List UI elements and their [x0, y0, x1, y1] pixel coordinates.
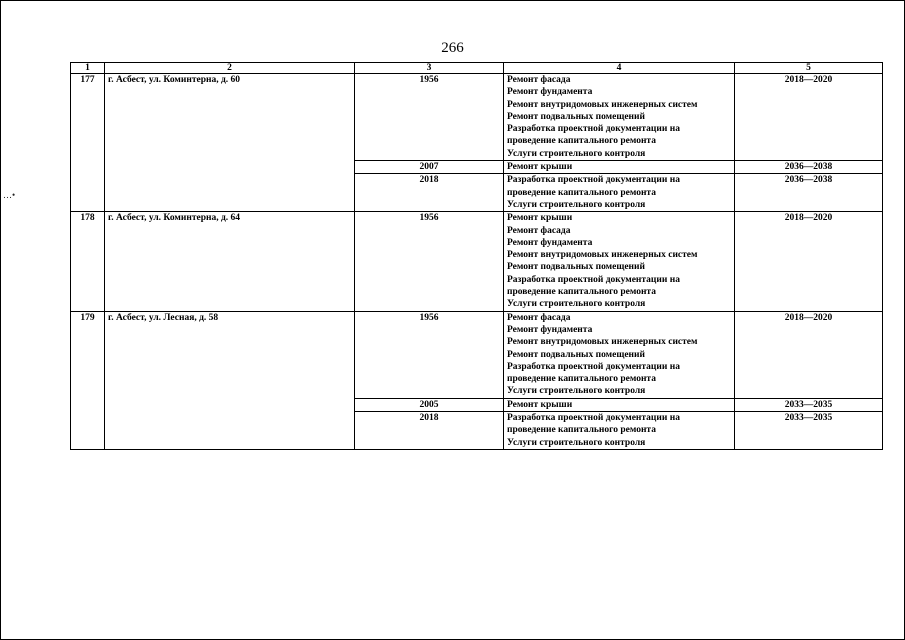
works-cell	[504, 174, 735, 212]
header-col-3: 3	[355, 63, 504, 74]
work-item: проведение капитального ремонта	[507, 136, 656, 147]
table-row	[71, 212, 883, 311]
object-number: 179	[71, 311, 105, 449]
work-item: Ремонт фасада	[507, 312, 571, 323]
period-cell: 2036—2038	[735, 174, 883, 212]
period-cell: 2018—2020	[735, 74, 883, 161]
work-item: Ремонт внутридомовых инженерных систем	[507, 337, 698, 348]
work-item: Услуги строительного контроля	[507, 299, 646, 310]
work-item: Разработка проектной документации на	[507, 274, 680, 285]
work-item: проведение капитального ремонта	[507, 187, 656, 198]
table-row	[71, 311, 883, 398]
work-item: Ремонт крыши	[507, 213, 573, 224]
works-cell	[504, 398, 735, 411]
period-cell: 2033—2035	[735, 412, 883, 450]
work-item: Ремонт фундамента	[507, 87, 593, 98]
year-cell: 1956	[355, 74, 504, 161]
object-address: г. Асбест, ул. Коминтерна, д. 64	[105, 212, 355, 311]
margin-scan-mark: …•	[3, 190, 16, 200]
work-item: Разработка проектной документации на	[507, 124, 680, 135]
work-item: Ремонт крыши	[507, 162, 573, 173]
period-cell: 2018—2020	[735, 212, 883, 311]
year-cell: 2007	[355, 161, 504, 174]
work-item: Ремонт подвальных помещений	[507, 349, 645, 360]
work-item: проведение капитального ремонта	[507, 425, 656, 436]
work-item: Ремонт внутридомовых инженерных систем	[507, 250, 698, 261]
work-item: Разработка проектной документации на	[507, 413, 680, 424]
works-cell	[504, 412, 735, 450]
year-cell: 2005	[355, 398, 504, 411]
work-item: Разработка проектной документации на	[507, 361, 680, 372]
works-cell	[504, 212, 735, 311]
year-cell: 1956	[355, 311, 504, 398]
works-cell	[504, 311, 735, 398]
page-number: 266	[441, 40, 464, 56]
repair-schedule-table	[70, 62, 883, 450]
header-col-4: 4	[504, 63, 735, 74]
header-row	[71, 63, 883, 74]
work-item: Ремонт подвальных помещений	[507, 262, 645, 273]
work-item: Услуги строительного контроля	[507, 148, 646, 159]
header-col-2: 2	[105, 63, 355, 74]
header-col-1: 1	[71, 63, 105, 74]
works-cell	[504, 74, 735, 161]
works-cell	[504, 161, 735, 174]
work-item: Ремонт фундамента	[507, 324, 593, 335]
work-item: Ремонт фасада	[507, 75, 571, 85]
work-item: Услуги строительного контроля	[507, 437, 646, 448]
period-cell: 2018—2020	[735, 311, 883, 398]
work-item: Услуги строительного контроля	[507, 199, 646, 210]
header-col-5: 5	[735, 63, 883, 74]
year-cell: 2018	[355, 174, 504, 212]
work-item: Ремонт фундамента	[507, 237, 593, 248]
period-cell: 2033—2035	[735, 398, 883, 411]
work-item: Услуги строительного контроля	[507, 386, 646, 397]
year-cell: 1956	[355, 212, 504, 311]
object-number: 177	[71, 74, 105, 212]
table-row	[71, 74, 883, 161]
year-cell: 2018	[355, 412, 504, 450]
work-item: Разработка проектной документации на	[507, 175, 680, 186]
period-cell: 2036—2038	[735, 161, 883, 174]
object-address: г. Асбест, ул. Лесная, д. 58	[105, 311, 355, 449]
work-item: Ремонт подвальных помещений	[507, 111, 645, 122]
work-item: проведение капитального ремонта	[507, 374, 656, 385]
work-item: Ремонт внутридомовых инженерных систем	[507, 99, 698, 110]
table-body	[71, 74, 883, 450]
object-address: г. Асбест, ул. Коминтерна, д. 60	[105, 74, 355, 212]
object-number: 178	[71, 212, 105, 311]
work-item: Ремонт фасада	[507, 225, 571, 236]
work-item: проведение капитального ремонта	[507, 287, 656, 298]
work-item: Ремонт крыши	[507, 399, 573, 410]
